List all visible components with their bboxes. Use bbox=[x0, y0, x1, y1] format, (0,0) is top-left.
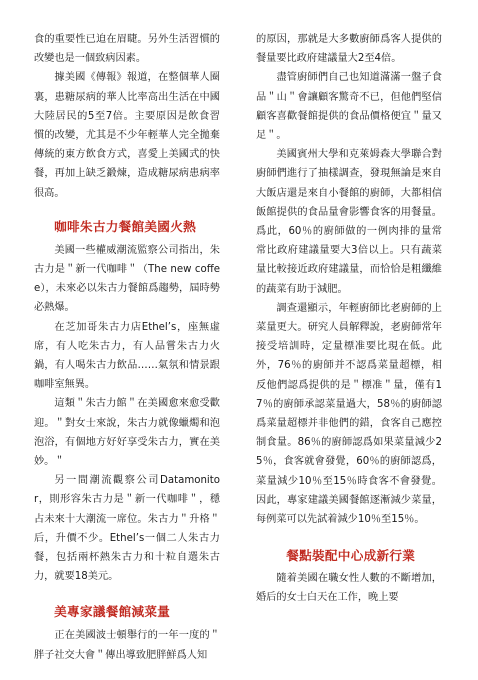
chocolate-intro-paragraph: 美國一些權威潮流監察公司指出，朱古力是＂新一代咖啡＂（The new coffee），未來必以朱古力餐館爲趨勢，屆時勢必熱爆。 bbox=[34, 244, 220, 314]
survey-results-paragraph: 調查還顯示，年輕廚師比老廚師的上菜量更大。研究人員解釋說，老廚師常年接受培訓時，定量標准要比現在低。此外，76％的廚師并不認爲菜量超標，相反他們認爲提供的是＂標准＂量，僅有17％的廚師承認菜量過大，58％的廚師認爲菜量超標并非他們的錯，食客自己應控制食量。86％的廚師認爲如果菜量減少25％，食客就會發覺，60％的廚師認爲，菜量減少10％至15％時食客不會發覺。因此，專家建議美國餐館逐漸減少菜量，每例菜可以先試着減少10％至15％。 bbox=[256, 302, 442, 526]
continued-paragraph: 的原因，那就是大多數廚師爲客人提供的餐量要比政府建議量大2至4倍。 bbox=[256, 34, 442, 65]
meal-assembly-paragraph: 隨着美國在職女性人數的不斷增加，婚后的女士白天在工作，晚上要 bbox=[256, 573, 442, 604]
diabetes-paragraph: 據美國《傳報》報道，在整個華人圈裏，患糖尿病的華人比率高出生活在中國大陸居民的5至7倍。主要原因是飲食習慣的改變，尤其是不少年輕華人完全拋棄傳統的東方飲食方式，喜愛上美國式的快餐，再加上缺乏鍛煉，造成糖尿病患病率很高。 bbox=[34, 72, 220, 199]
chicago-shop-paragraph: 在芝加哥朱古力店Ethel’s，座無虛席，有人吃朱古力，有人品嘗朱古力火鍋，有人喝朱古力飲品……氣氛和情景跟咖啡室無異。 bbox=[34, 321, 220, 391]
datamonitor-paragraph: 另一間潮流觀察公司Datamonitor，則形容朱古力是＂新一代咖啡＂，穩占未來十大潮流一席位。朱古力＂升格＂后，升價不少。Ethel’s一個二人朱古力餐，包括兩杯熱朱古力和十粒自選朱古力，就要18美元。 bbox=[34, 475, 220, 583]
survey-paragraph: 美國賓州大學和克萊姆森大學聯合對廚師們進行了抽樣調查，發現無論是來自大飯店還是來自小餐館的廚師，大都相信飯館提供的食品量會影響食客的用餐量。爲此，60％的廚師做的一例肉排的量常常比政府建議量要大3倍以上。只有蔬菜量比較接近政府建議量，而恰恰是粗纖維的蔬菜有助于減肥。 bbox=[256, 149, 442, 295]
section-heading-portion: 美專家議餐館減菜量 bbox=[54, 604, 171, 620]
chocolate-popularity-paragraph: 這類＂朱古力館＂在美國愈來愈受歡迎。＂對女士來說，朱古力就像蠟燭和泡泡浴，有個地方好好享受朱古力，實在美妙。＂ bbox=[34, 398, 220, 468]
continued-paragraph: 食的重要性已迫在眉睫。另外生活習慣的改變也是一個致病因素。 bbox=[34, 34, 220, 65]
right-column bbox=[256, 30, 442, 608]
section-heading-chocolate: 咖啡朱古力餐館美國火熱 bbox=[54, 218, 196, 234]
section-heading-meal-assembly: 餐點裝配中心成新行業 bbox=[286, 548, 416, 564]
left-column bbox=[34, 30, 220, 665]
portion-intro-paragraph: 正在美國波士頓舉行的一年一度的＂胖子社交大會＂傳出導致肥胖鮮爲人知 bbox=[34, 630, 220, 661]
chef-belief-paragraph: 盡管廚師們自己也知道滿滿一盤子食品＂山＂會讓顧客驚奇不已，但他們堅信顧客喜歡餐館提供的食品價格便宜＂量又足＂。 bbox=[256, 72, 442, 142]
